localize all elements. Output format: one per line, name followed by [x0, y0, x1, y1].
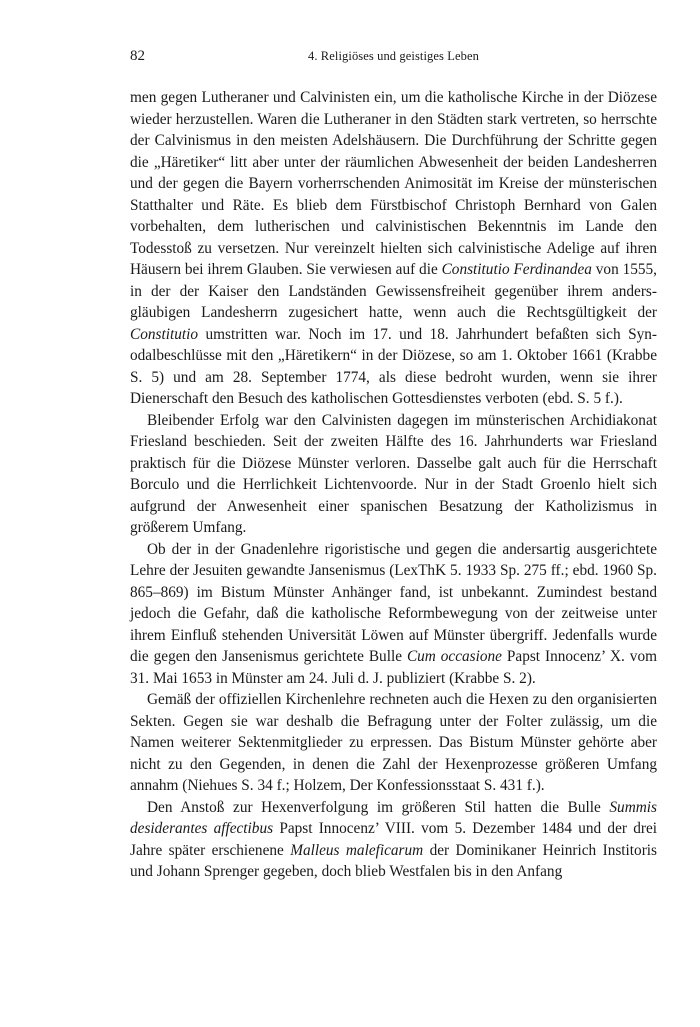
italic-title: Cum occasione — [406, 648, 502, 665]
text-segment: Bleibender Erfolg war den Calvinisten dagegen im münsterischen Archidiakonat Friesland beschieden. Seit der zweiten Hälfte des 16. Jahrhunderts war Friesland praktisch für die Diözese Münster verloren. Dasselbe galt auch für die Herrschaft Borculo und die Herrlichkeit Lichtenvoorde. Nur in der Stadt Groenlo hielt sich aufgrund der Anwesenheit einer spanischen Besatzung der Katholizismus in größerem Umfang. — [130, 411, 657, 536]
italic-title: Constitutio Ferdinandea — [441, 261, 592, 278]
paragraph — [130, 539, 657, 690]
page-number: 82 — [130, 48, 145, 64]
text-segment: Den Anstoß zur Hexenverfolgung im größeren Stil hatten die Bulle — [147, 798, 610, 816]
text-segment: Papst Innocenz’ X. vom 31. Mai 1653 in Münster am 24. Juli d. J. publiziert (Krabbe S. 2). — [130, 648, 657, 687]
text-segment: men gegen Lutheraner und Calvinisten ein, um die katholische Kirche in der Diözese wieder herzustellen. Waren die Lutheraner in den Städten stark vertreten, so herrschte der Calvinismus in den meisten Adelshäusern. Die Durchführung der Schritte gegen die „Häretiker“ litt aber unter der räumlichen Abwesenheit der beiden Landesherren und der gegen die Bayern vorherrschenden Animosität im Kreise der münsterischen Statthalter und Räte. Es blieb dem Fürstbischof Christoph Bernhard von Galen vorbehalten, dem lutherischen und calvinistischen Bekenntnis im Lande den Todesstoß zu versetzen. Nur vereinzelt hielten sich calvinistische Adelige auf ihren Häusern bei ihrem Glauben. Sie verwiesen auf die — [130, 89, 657, 278]
text-segment: Gemäß der offiziellen Kirchenlehre rechneten auch die Hexen zu den organisierten Sekten. Gegen sie war deshalb die Befragung unter der Folter zulässig, um die Namen weiterer Sektenmitglieder zu erpressen. Das Bistum Münster gehörte aber nicht zu den Gegenden, in denen die Zahl der Hexenprozesse größeren Umfang annahm (Niehues S. 34 f.; Holzem, Der Konfessionsstaat S. 431 f.). — [130, 691, 657, 794]
text-segment: von 1555, in der der Kaiser den Landständen Gewissensfreiheit gegenüber ihrem andersgläubigen Landesherrn zugesichert hatte, wenn auch die Rechtsgültigkeit der — [130, 261, 657, 321]
italic-title: Summis desiderantes affectibus — [130, 798, 657, 837]
chapter-title: 4. Religiöses und geistiges Leben — [308, 49, 479, 63]
body-text — [130, 87, 657, 883]
text-segment: der Dominikaner Heinrich Institoris und Johann Sprenger gegeben, doch blieb Westfalen bis in den Anfang — [130, 841, 657, 880]
text-segment: Papst Innocenz’ VIII. vom 5. Dezember 1484 und der drei Jahre später erschienene — [130, 820, 658, 859]
paragraph — [130, 689, 657, 797]
paragraph — [130, 797, 657, 883]
paragraph — [130, 87, 657, 410]
text-segment: umstritten war. Noch im 17. und 18. Jahrhundert befaßten sich Synodalbeschlüsse mit den „Häretikern“ in der Diözese, so am 1. Oktober 1661 (Krabbe S. 5) und am 28. September 1774, als diese bedroht wurden, wenn sie ihrer Dienerschaft den Besuch des katholischen Gottesdienstes verboten (ebd. S. 5 f.). — [130, 325, 657, 407]
italic-title: Constitutio — [130, 325, 198, 343]
running-header — [130, 48, 657, 70]
book-page — [130, 48, 657, 883]
paragraph — [130, 410, 657, 539]
text-segment: Ob der in der Gnadenlehre rigoristische und gegen die andersartig ausgerichtete Lehre der Jesuiten gewandte Jansenismus (LexThK 5. 1933 Sp. 275 ff.; ebd. 1960 Sp. 865–869) im Bistum Münster Anhänger fand, ist unbekannt. Zumindest bestand jedoch die Gefahr, daß die katholische Reformbewegung von der zeitweise unter ihrem Einfluß stehenden Universität Löwen auf Münster übergriff. Jedenfalls wurde die gegen den Jansenismus gerichtete Bulle — [130, 540, 657, 665]
italic-title: Malleus maleficarum — [290, 841, 424, 859]
